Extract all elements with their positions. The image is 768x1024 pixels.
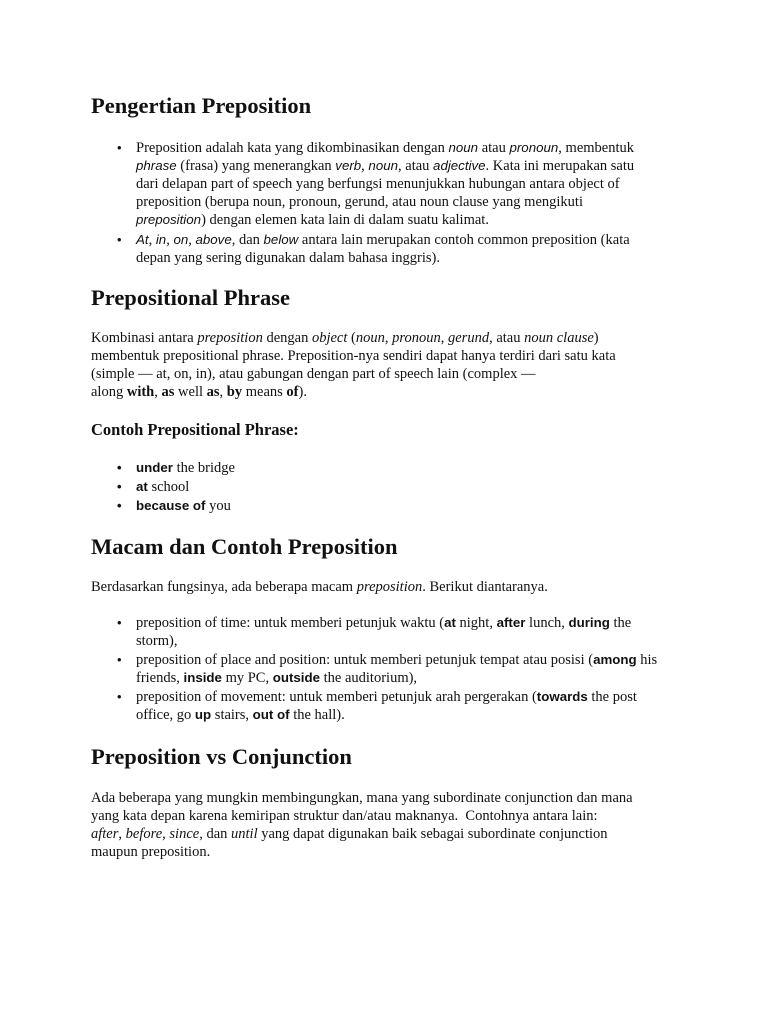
- text-line: [136, 651, 657, 669]
- italic-term: after: [91, 826, 119, 842]
- text-run: preposition of place and position: untuk memberi petunjuk tempat atau posisi (: [136, 652, 594, 668]
- bold-term: at: [444, 615, 456, 630]
- bold-term: as: [161, 384, 175, 400]
- bullet-item: [136, 139, 634, 229]
- bold-term: because of: [136, 498, 206, 513]
- definition-bullet-list: [136, 139, 634, 267]
- italic-term: noun: [368, 158, 399, 173]
- text-line: [136, 669, 657, 687]
- bold-term: up: [194, 707, 212, 722]
- text-run: ,: [361, 158, 369, 174]
- italic-term: preposition: [136, 212, 202, 227]
- text-line: [136, 688, 657, 706]
- text-line: [136, 496, 235, 515]
- text-run: means: [242, 384, 287, 400]
- text-run: preposition of time: untuk memberi petunjuk waktu (: [136, 615, 445, 631]
- bold-term: towards: [536, 689, 588, 704]
- text-line: [136, 175, 634, 193]
- text-line: [91, 365, 616, 383]
- text-line: [136, 211, 634, 229]
- example-phrase-list: [136, 458, 235, 515]
- italic-term: gerund: [447, 330, 490, 346]
- text-run: . Kata ini merupakan satu: [485, 158, 635, 174]
- bold-term: inside: [183, 670, 222, 685]
- text-run: , membentuk: [558, 140, 635, 156]
- text-run: , atau: [398, 158, 434, 174]
- text-run: , atau: [489, 330, 525, 346]
- bullet-item: [136, 477, 235, 496]
- heading-preposition-vs-conjunction: Preposition vs Conjunction: [91, 744, 352, 769]
- italic-term: pronoun: [509, 140, 559, 155]
- bold-term: as: [206, 384, 220, 400]
- italic-term: noun clause: [524, 330, 594, 346]
- italic-term: adjective: [433, 158, 486, 173]
- text-run: (: [347, 330, 356, 346]
- bullet-item: [136, 614, 657, 650]
- italic-term: below: [263, 232, 299, 247]
- italic-term: above: [195, 232, 232, 247]
- subheading-contoh: Contoh Prepositional Phrase:: [91, 420, 299, 439]
- text-run: yang kata depan karena kemiripan struktur dan/atau maknanya. Contohnya antara lain:: [91, 808, 598, 824]
- text-run: ): [593, 330, 599, 346]
- text-line: [91, 347, 616, 365]
- text-run: lunch,: [525, 615, 569, 631]
- text-run: depan yang sering digunakan dalam bahasa inggris).: [136, 250, 441, 266]
- text-run: ,: [384, 330, 393, 346]
- text-line: [136, 231, 634, 249]
- text-run: ).: [298, 384, 307, 400]
- text-run: the: [609, 615, 632, 631]
- bold-term: out of: [252, 707, 290, 722]
- italic-term: noun: [448, 140, 479, 155]
- bold-term: outside: [272, 670, 320, 685]
- text-run: Kombinasi antara: [91, 330, 198, 346]
- text-line: [91, 807, 633, 825]
- text-run: maupun preposition.: [91, 844, 211, 860]
- prepositional-phrase-paragraph: [91, 329, 616, 401]
- text-line: [91, 578, 548, 596]
- text-run: the auditorium),: [320, 670, 418, 686]
- bullet-item: [136, 651, 657, 687]
- text-run: ) dengan elemen kata lain di dalam suatu kalimat.: [201, 212, 489, 228]
- text-run: you: [205, 498, 231, 514]
- text-run: my PC,: [221, 670, 273, 686]
- text-run: Ada beberapa yang mungkin membingungkan, mana yang subordinate conjunction dan mana: [91, 790, 633, 806]
- text-line: [136, 193, 634, 211]
- italic-term: since: [169, 826, 200, 842]
- text-run: well: [174, 384, 207, 400]
- preposition-types-list: [136, 614, 657, 724]
- italic-term: preposition: [197, 330, 263, 346]
- italic-term: preposition: [356, 579, 423, 595]
- text-line: [136, 706, 657, 724]
- italic-term: pronoun: [392, 330, 441, 346]
- italic-term: until: [231, 826, 258, 842]
- text-run: yang dapat digunakan baik sebagai subordinate conjunction: [257, 826, 608, 842]
- text-run: the bridge: [172, 460, 235, 476]
- text-line: [91, 843, 633, 861]
- text-run: along: [91, 384, 127, 400]
- text-line: [91, 825, 633, 843]
- text-line: [136, 249, 634, 267]
- text-run: preposition (berupa noun, pronoun, gerund, atau noun clause yang mengikuti: [136, 194, 583, 210]
- text-run: Berdasarkan fungsinya, ada beberapa macam: [91, 579, 357, 595]
- text-line: [136, 477, 235, 496]
- text-run: (simple — at, on, in), atau gabungan dengan part of speech lain (complex —: [91, 366, 536, 382]
- bullet-item: [136, 458, 235, 477]
- italic-term: object: [311, 330, 348, 346]
- bullet-item: [136, 231, 634, 267]
- text-run: membentuk prepositional phrase. Preposition-nya sendiri dapat hanya terdiri dari satu kata: [91, 348, 616, 364]
- text-run: the hall).: [289, 707, 345, 723]
- heading-pengertian-preposition: Pengertian Preposition: [91, 93, 312, 118]
- italic-term: verb: [335, 158, 362, 173]
- text-run: atau: [478, 140, 510, 156]
- text-line: [136, 458, 235, 477]
- text-run: dengan: [262, 330, 312, 346]
- text-run: the post: [587, 689, 637, 705]
- text-run: , dan: [199, 826, 232, 842]
- bullet-item: [136, 496, 235, 515]
- text-run: stairs,: [211, 707, 253, 723]
- text-line: [136, 614, 657, 632]
- text-line: [91, 329, 616, 347]
- text-run: his: [636, 652, 658, 668]
- bold-term: by: [226, 384, 243, 400]
- text-run: school: [147, 479, 190, 495]
- italic-term: phrase: [136, 158, 177, 173]
- bullet-item: [136, 688, 657, 724]
- text-run: night,: [455, 615, 497, 631]
- bold-term: with: [126, 384, 155, 400]
- text-run: ,: [188, 232, 196, 248]
- text-run: antara lain merupakan contoh common preposition (kata: [298, 232, 630, 248]
- text-line: [91, 383, 616, 401]
- text-run: . Berikut diantaranya.: [422, 579, 548, 595]
- text-run: ,: [154, 384, 162, 400]
- macam-intro-paragraph: [91, 578, 548, 596]
- text-run: storm),: [136, 633, 178, 649]
- bold-term: among: [593, 652, 637, 667]
- text-run: (frasa) yang menerangkan: [176, 158, 336, 174]
- bold-term: at: [136, 479, 148, 494]
- italic-term: before: [125, 826, 163, 842]
- text-run: office, go: [136, 707, 195, 723]
- text-run: ,: [219, 384, 227, 400]
- bold-term: of: [286, 384, 299, 400]
- text-run: friends,: [136, 670, 184, 686]
- bold-term: after: [496, 615, 526, 630]
- text-run: ,: [148, 232, 156, 248]
- text-run: preposition of movement: untuk memberi petunjuk arah pergerakan (: [136, 689, 537, 705]
- italic-term: in: [155, 232, 167, 247]
- text-line: [136, 632, 657, 650]
- text-run: ,: [440, 330, 448, 346]
- text-line: [136, 157, 634, 175]
- italic-term: on: [173, 232, 189, 247]
- conjunction-paragraph: [91, 789, 633, 861]
- text-run: Preposition adalah kata yang dikombinasikan dengan: [136, 140, 449, 156]
- italic-term: noun: [355, 330, 385, 346]
- italic-term: At: [136, 232, 149, 247]
- text-line: [136, 139, 634, 157]
- text-run: ,: [162, 826, 170, 842]
- text-run: , dan: [231, 232, 264, 248]
- bold-term: under: [136, 460, 173, 475]
- text-run: ,: [118, 826, 126, 842]
- text-run: ,: [166, 232, 174, 248]
- text-line: [91, 789, 633, 807]
- bold-term: during: [568, 615, 610, 630]
- heading-macam-dan-contoh: Macam dan Contoh Preposition: [91, 534, 398, 559]
- text-run: dari delapan part of speech yang berfungsi menunjukkan hubungan antara object of: [136, 176, 620, 192]
- heading-prepositional-phrase: Prepositional Phrase: [91, 285, 290, 310]
